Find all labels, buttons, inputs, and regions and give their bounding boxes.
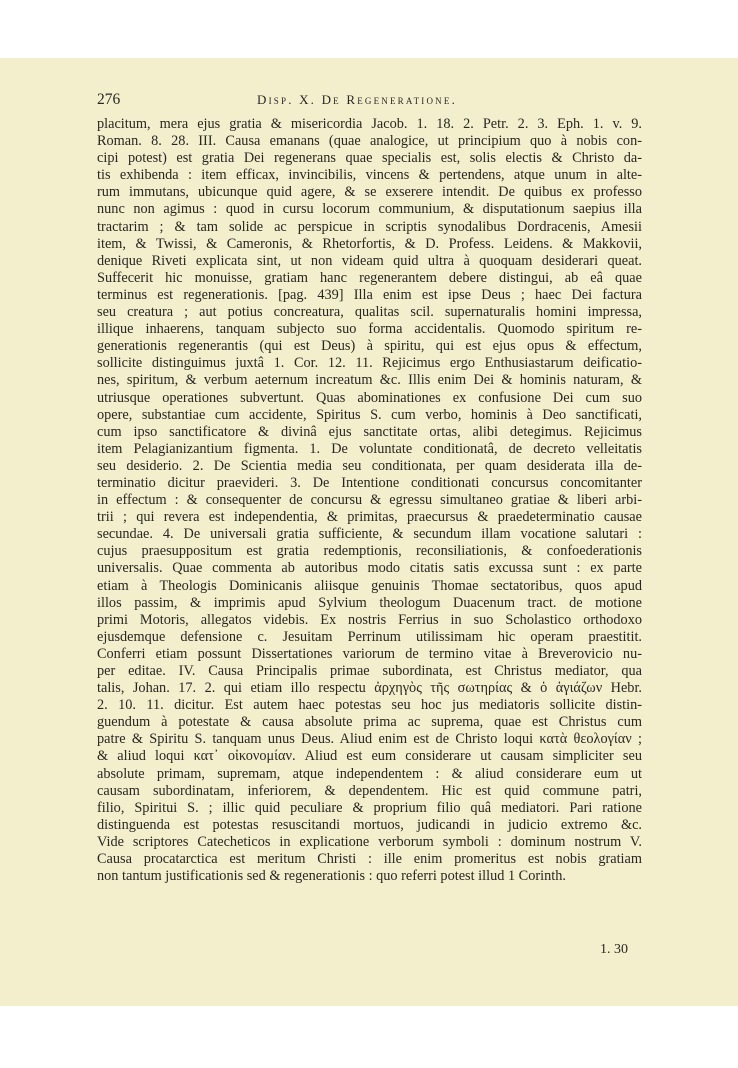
text-line: utriusque operationes subvertunt. Quas abominationes ex confusione Dei cum suo (97, 389, 642, 406)
text-line: seu desiderio. 2. De Scientia media seu conditionata, per quam desiderata illa de- (97, 457, 642, 474)
text-line: ejusdemque defensione c. Jesuitam Perrinum utilissimam hic operam praestitit. (97, 628, 642, 645)
text-line: & aliud loqui κατ᾽ οἰκονομίαν. Aliud est eum considerare ut causam simpliciter seu (97, 748, 642, 765)
text-line: guendum à potestate & causa absolute prima ac suprema, quae est Christus cum (97, 714, 642, 731)
text-line: terminatio dicitur praevideri. 3. De Intentione conditionati concursus concomitanter (97, 474, 642, 491)
book-page (0, 58, 738, 1006)
text-line: item Pelagianizantium figmenta. 1. De voluntate conditionatâ, de decreto velleitatis (97, 440, 642, 457)
text-line: opere, substantiae cum accidente, Spiritus S. cum verbo, hominis à Deo sanctificati, (97, 406, 642, 423)
text-line: Roman. 8. 28. III. Causa emanans (quae analogice, ut principium quo à nobis con- (97, 133, 642, 150)
text-line: generationis regenerantis (qui est Deus) à spiritu, qui est ejus opus & effectum, (97, 338, 642, 355)
text-line: item, & Twissi, & Cameronis, & Rhetorfortis, & D. Profess. Leidens. & Makkovii, (97, 235, 642, 252)
text-line: placitum, mera ejus gratia & misericordia Jacob. 1. 18. 2. Petr. 2. 3. Eph. 1. v. 9. (97, 116, 642, 132)
text-line: talis, Johan. 17. 2. qui etiam illo respectu ἀρχηγὸς τῆς σωτηρίας & ὁ ἁγιάζων Hebr. (97, 680, 642, 697)
text-line: Causa procatarctica est meritum Christi : ille enim promeritus est nobis gratiam (97, 851, 642, 868)
text-line: per editae. IV. Causa Principalis primae subordinata, est Christus mediator, qua (97, 663, 642, 679)
text-line: primi Motoris, allegatos videbis. Ex nostris Ferrius in suo Scholastico orthodoxo (97, 611, 642, 628)
text-line: cipi potest) est gratia Dei regenerans quae specialis est, solis electis & Christo da- (97, 150, 642, 167)
text-line: tis exhibenda : item efficax, invincibilis, vincens & pertendens, atque unum in alte- (97, 167, 642, 184)
catchword: 1. 30 (600, 942, 628, 957)
text-line: 2. 10. 11. dicitur. Est autem haec potestas seu hoc jus mediatoris sollicite distin- (97, 697, 642, 714)
page-header (97, 91, 642, 111)
text-line: in effectum : & consequenter de concursu & egressu simultaneo gratiae & liberi arbi- (97, 492, 642, 509)
text-line: terminus est regenerationis. [pag. 439] Illa enim est ipse Deus ; haec Dei factura (97, 286, 642, 303)
text-line: trii ; qui revera est independentia, & primitas, praecursus & praedeterminatio causae (97, 509, 642, 526)
text-line: Conferri etiam possunt Dissertationes variorum de termino vitae à Breverovicio nu- (97, 645, 642, 662)
text-line: universalis. Quae commenta ab autoribus modo citatis satis excussa sunt : ex parte (97, 560, 642, 577)
page-number: 276 (97, 91, 121, 108)
body-text (97, 116, 642, 885)
text-line: rum immutans, ubicunque quid agere, & se exserere intendit. De quibus ex professo (97, 184, 642, 201)
text-line: tractarim ; & tam solide ac perspicue in scriptis synodalibus Dordracenis, Amesii (97, 218, 642, 235)
text-line: illos passim, & imprimis apud Sylvium theologum Duacenum tract. de motione (97, 594, 642, 611)
text-line: nunc non agimus : quod in cursu locorum communium, & disputationum saepius illa (97, 201, 642, 218)
text-line: patre & Spiritu S. tanquam unus Deus. Aliud enim est de Christo loqui κατὰ θεολογίαν ; (97, 731, 642, 748)
text-line: causam subordinatam, inferiorem, & dependentem. Hic est quid commune patri, (97, 782, 642, 799)
text-line: secundae. 4. De universali gratia sufficiente, & secundum illam vocatione salutari : (97, 526, 642, 543)
text-line: non tantum justificationis sed & regenerationis : quo referri potest illud 1 Corinth. (97, 868, 566, 885)
text-line: Suffecerit hic monuisse, gratiam hanc regenerantem debere distingui, ab eâ quae (97, 269, 642, 286)
text-line: filio, Spiritui S. ; illic quid peculiare & proprium filio quâ mediatori. Pari ratione (97, 799, 642, 816)
text-line: etiam à Theologis Dominicanis aliisque genuinis Thomae sectatoribus, quos apud (97, 577, 642, 594)
text-line: sollicite distinguimus juxtâ 1. Cor. 12. 11. Rejicimus ergo Enthusiastarum deificatio- (97, 355, 642, 372)
text-line: cujus praesuppositum est gratia redemptionis, reconsiliationis, & confoederationis (97, 543, 642, 560)
text-line: distinguenda est potestas resuscitandi mortuos, judicandi in judicio extremo &c. (97, 816, 642, 833)
text-line: illique inhaerens, tanquam subjecto suo forma accidentalis. Quomodo spiritum re- (97, 321, 642, 338)
text-line: nes, spiritum, & verbum aeternum increatum &c. Illis enim Dei & hominis naturam, & (97, 372, 642, 389)
text-line: cum ipso sanctificatore & divinâ ejus sanctitate ortas, alibi detegimus. Rejicimus (97, 423, 642, 440)
text-line: denique Riveti explicata sint, ut non videam quid ultra à quoquam desiderari queat. (97, 252, 642, 269)
running-title: Disp. X. De Regeneratione. (257, 92, 458, 107)
text-line: absolute primam, supremam, atque independentem : & aliud considerare eum ut (97, 765, 642, 782)
text-line: seu creatura ; aut potius concreatura, qualitas scil. supernaturalis homini impressa, (97, 304, 642, 321)
text-line: Vide scriptores Catecheticos in explicatione verborum symboli : dominum nostrum V. (97, 833, 642, 850)
